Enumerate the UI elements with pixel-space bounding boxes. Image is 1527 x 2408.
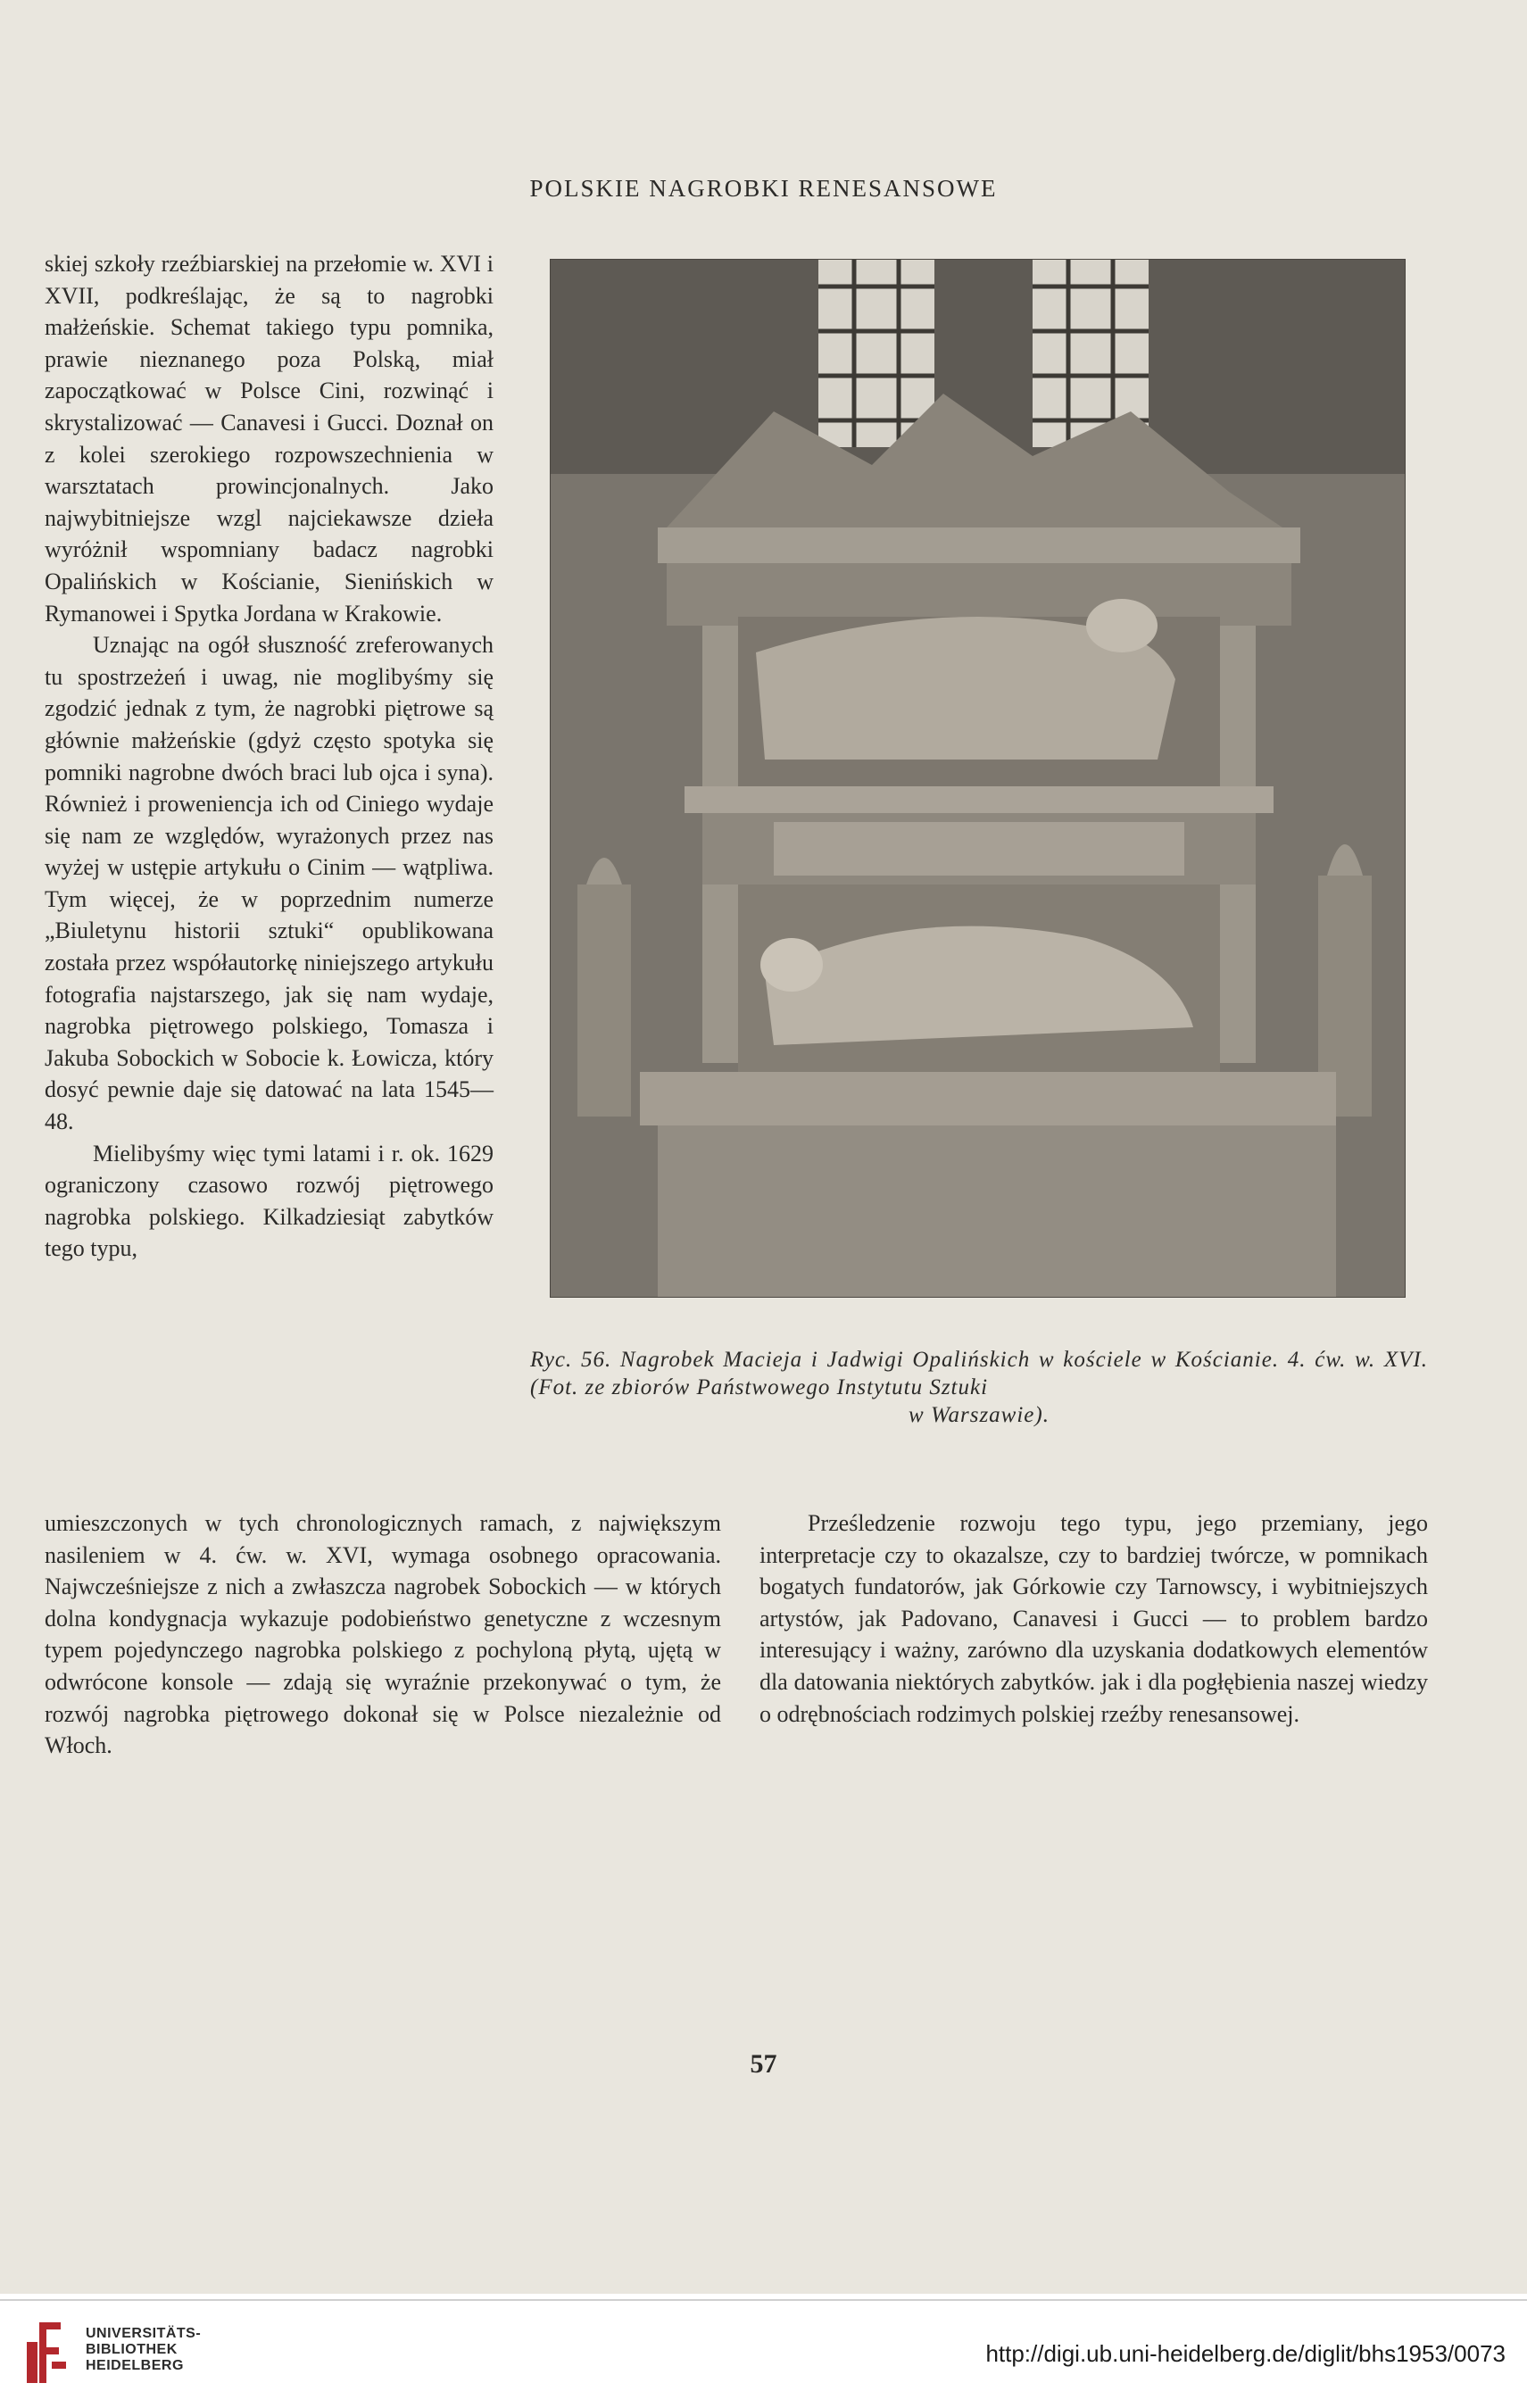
paragraph: Prześledzenie rozwoju tego typu, jego przemiany, jego interpretacje czy to okazalsze, czy to bardziej twórcze, w pomnikach bogatych fundatorów, jak Górkowie czy Tarnowscy, i wybitniejszych artystów, jak Padovano, Canavesi i Gucci — to problem bardzo interesujący i ważny, zarówno dla uzyskania dodatkowych elementów dla datowania niektórych zabytków. jak i dla pogłębienia naszej wiedzy o odrębnościach rodzimych polskiej rzeźby renesansowej. xyxy=(759,1510,1428,1727)
caption-text: Ryc. 56. Nagrobek Macieja i Jadwigi Opalińskich w kościele w Kościanie. 4. ćw. w. XVI. (Fot. ze zbiorów Państwowego Instytutu Sztuki xyxy=(530,1348,1428,1399)
page-number: 57 xyxy=(750,2049,777,2079)
source-url-link[interactable]: http://digi.ub.uni-heidelberg.de/diglit/bhs1953/0073 xyxy=(985,2340,1506,2367)
library-logo-icon[interactable] xyxy=(20,2317,73,2388)
tomb-photograph xyxy=(550,259,1406,1298)
running-head: POLSKIE NAGROBKI RENESANSOWE xyxy=(529,175,998,202)
paragraph: Mielibyśmy więc tymi latami i r. ok. 1629 ograniczony czasowo rozwój piętrowego nagrobka polskiego. Kilkadziesiąt zabytków tego typu, xyxy=(45,1140,494,1262)
left-text-column xyxy=(45,248,494,1265)
bottom-right-text-column xyxy=(759,1507,1428,1730)
figure-caption xyxy=(530,1346,1428,1429)
library-logo-text: UNIVERSITÄTS- BIBLIOTHEK HEIDELBERG xyxy=(86,2326,202,2373)
paragraph: Uznając na ogół słuszność zreferowanych tu spostrzeżeń i uwag, nie moglibyśmy się zgodzić jednak z tym, że nagrobki piętrowe są głównie małżeńskie (gdyż często spotyka się pomniki nagrobne dwóch braci lub ojca i syna). Również i proweniencja ich od Ciniego wydaje się nam ze względów, wyrażonych przez nas wyżej w ustępie artykułu o Cinim — wątpliwa. Tym więcej, że w poprzednim numerze „Biuletynu historii sztuki“ opublikowana została przez współautorkę niniejszego artykułu fotografia najstarszego, jak się nam wydaje, nagrobka piętrowego polskiego, Tomasza i Jakuba Sobockich w Sobocie k. Łowicza, który dosyć pewnie daje się datować na lata 1545—48. xyxy=(45,632,494,1135)
bottom-left-text-column xyxy=(45,1507,721,1762)
paragraph: umieszczonych w tych chronologicznych ramach, z największym nasileniem w 4. ćw. w. XVI, wymaga osobnego opracowania. Najwcześniejsze z nich a zwłaszcza nagrobek Sobockich — w których dolna kondygnacja wykazuje podobieństwo genetyczne z wczesnym typem pojedynczego nagrobka polskiego z pochyloną płytą, ujętą w odwrócone konsole — zdają się wyraźnie przekonywać o tym, że rozwój nagrobka piętrowego dokonał się w Polsce niezależnie od Włoch. xyxy=(45,1510,721,1759)
footer-bar xyxy=(0,2299,1527,2408)
caption-text-end: w Warszawie). xyxy=(909,1403,1050,1427)
paragraph: skiej szkoły rzeźbiarskiej na przełomie w. XVI i XVII, podkreślając, że są to nagrobki małżeńskie. Schemat takiego typu pomnika, prawie nieznanego poza Polską, miał zapoczątkować w Polsce Cini, rozwinąć i skrystalizować — Canavesi i Gucci. Doznał on z kolei szerokiego rozpowszechnienia w warsztatach prowincjonalnych. Jako najwybitniejsze wzgl najciekawsze dzieła wyróżnił wspomniany badacz nagrobki Opalińskich w Kościanie, Sienińskich w Rymanowei i Spytka Jordana w Krakowie. xyxy=(45,251,494,627)
